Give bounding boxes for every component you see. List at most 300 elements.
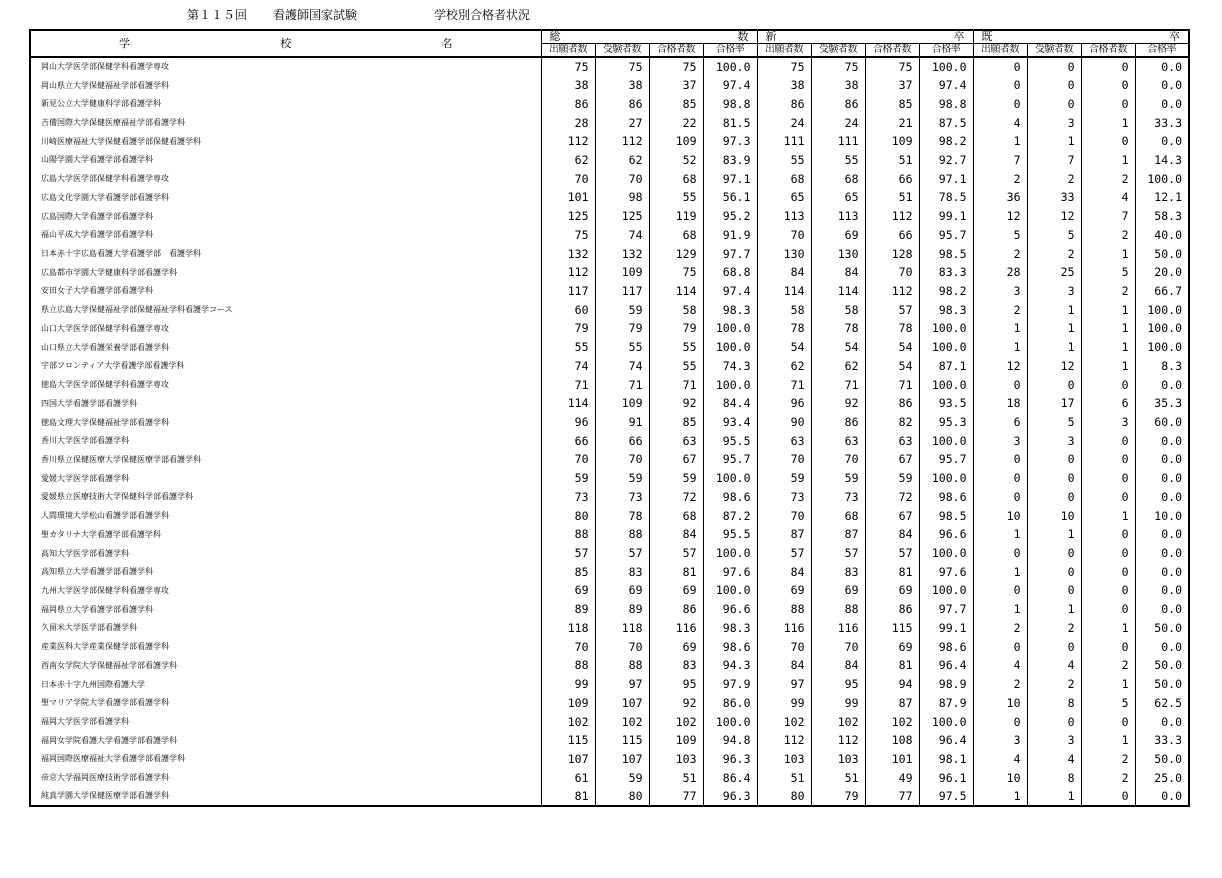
value-cell: 96.6 (703, 600, 757, 619)
value-cell: 98.3 (703, 619, 757, 638)
value-cell: 98.5 (919, 244, 973, 263)
value-cell: 98.9 (919, 675, 973, 694)
table-row (30, 525, 1189, 544)
value-cell: 0 (1081, 787, 1135, 806)
group-label: 新 (765, 30, 777, 43)
value-cell: 1 (1081, 357, 1135, 376)
school-name-cell: 徳島大学医学部保健学科看護学専攻 (30, 375, 541, 394)
value-cell: 114 (541, 394, 595, 413)
value-cell: 100.0 (703, 319, 757, 338)
value-cell: 59 (595, 469, 649, 488)
value-cell: 86 (865, 394, 919, 413)
value-cell: 6 (1081, 394, 1135, 413)
value-cell: 0 (973, 544, 1027, 563)
value-cell: 100.0 (1135, 338, 1189, 357)
value-cell: 130 (757, 244, 811, 263)
value-cell: 0.0 (1135, 469, 1189, 488)
exam-round: 第１１５回 (187, 8, 248, 22)
value-cell: 0 (1027, 94, 1081, 113)
value-cell: 57 (757, 544, 811, 563)
value-cell: 0 (1027, 450, 1081, 469)
value-cell: 132 (595, 244, 649, 263)
value-cell: 98.1 (919, 750, 973, 769)
value-cell: 97.1 (703, 169, 757, 188)
value-cell: 12 (1027, 357, 1081, 376)
school-name-cell: 聖マリア学院大学看護学部看護学科 (30, 693, 541, 712)
value-cell: 54 (865, 357, 919, 376)
value-cell: 94.3 (703, 656, 757, 675)
value-cell: 100.0 (703, 338, 757, 357)
value-cell: 98.8 (703, 94, 757, 113)
value-cell: 2 (1027, 169, 1081, 188)
value-cell: 55 (541, 338, 595, 357)
value-cell: 97.4 (919, 76, 973, 95)
value-cell: 103 (649, 750, 703, 769)
value-cell: 63 (811, 431, 865, 450)
value-cell: 71 (811, 375, 865, 394)
value-cell: 95.5 (703, 525, 757, 544)
value-cell: 62.5 (1135, 693, 1189, 712)
value-cell: 83.3 (919, 263, 973, 282)
value-cell: 87.5 (919, 113, 973, 132)
value-cell: 88 (757, 600, 811, 619)
value-cell: 0 (973, 488, 1027, 507)
value-cell: 95.2 (703, 207, 757, 226)
value-cell: 63 (757, 431, 811, 450)
school-name-cell: 四国大学看護学部看護学科 (30, 394, 541, 413)
value-cell: 69 (811, 581, 865, 600)
value-cell: 75 (649, 263, 703, 282)
value-cell: 0 (1027, 57, 1081, 76)
value-cell: 98.6 (919, 637, 973, 656)
value-cell: 69 (757, 581, 811, 600)
column-header: 合格者数 (865, 44, 919, 58)
table-row (30, 450, 1189, 469)
value-cell: 112 (595, 132, 649, 151)
group-label: 総 (549, 30, 561, 43)
value-cell: 54 (811, 338, 865, 357)
value-cell: 98.3 (919, 300, 973, 319)
value-cell: 0.0 (1135, 375, 1189, 394)
value-cell: 90 (757, 413, 811, 432)
value-cell: 102 (811, 712, 865, 731)
value-cell: 8.3 (1135, 357, 1189, 376)
value-cell: 4 (1081, 188, 1135, 207)
value-cell: 50.0 (1135, 675, 1189, 694)
value-cell: 68 (649, 506, 703, 525)
value-cell: 0 (1027, 712, 1081, 731)
value-cell: 113 (811, 207, 865, 226)
group-label: 数 (737, 30, 749, 43)
value-cell: 78 (595, 506, 649, 525)
value-cell: 2 (1027, 244, 1081, 263)
value-cell: 49 (865, 768, 919, 787)
value-cell: 27 (595, 113, 649, 132)
column-header: 合格率 (919, 44, 973, 58)
value-cell: 58 (811, 300, 865, 319)
value-cell: 50.0 (1135, 619, 1189, 638)
value-cell: 96.4 (919, 731, 973, 750)
value-cell: 78 (757, 319, 811, 338)
results-table (29, 29, 1190, 807)
value-cell: 55 (757, 151, 811, 170)
value-cell: 0 (973, 57, 1027, 76)
value-cell: 97 (595, 675, 649, 694)
value-cell: 93.4 (703, 413, 757, 432)
exam-name: 看護師国家試験 (273, 8, 358, 22)
value-cell: 95.7 (703, 450, 757, 469)
school-name-cell: 岡山大学医学部保健学科看護学専攻 (30, 57, 541, 76)
value-cell: 85 (649, 413, 703, 432)
value-cell: 66 (865, 169, 919, 188)
value-cell: 73 (757, 488, 811, 507)
table-row (30, 787, 1189, 806)
value-cell: 115 (865, 619, 919, 638)
value-cell: 6 (973, 413, 1027, 432)
value-cell: 60 (541, 300, 595, 319)
value-cell: 116 (811, 619, 865, 638)
value-cell: 10 (973, 693, 1027, 712)
value-cell: 100.0 (919, 57, 973, 76)
table-row (30, 263, 1189, 282)
value-cell: 97.7 (919, 600, 973, 619)
value-cell: 69 (649, 581, 703, 600)
value-cell: 87 (865, 693, 919, 712)
report-subtitle: 学校別合格者状況 (434, 8, 531, 22)
value-cell: 69 (649, 637, 703, 656)
value-cell: 4 (1027, 656, 1081, 675)
value-cell: 10.0 (1135, 506, 1189, 525)
value-cell: 1 (1027, 787, 1081, 806)
table-row (30, 319, 1189, 338)
value-cell: 1 (1081, 338, 1135, 357)
value-cell: 93.5 (919, 394, 973, 413)
value-cell: 96 (757, 394, 811, 413)
value-cell: 96.4 (919, 656, 973, 675)
value-cell: 117 (541, 282, 595, 301)
value-cell: 101 (541, 188, 595, 207)
value-cell: 0 (1027, 76, 1081, 95)
value-cell: 111 (757, 132, 811, 151)
value-cell: 70 (757, 506, 811, 525)
value-cell: 59 (595, 768, 649, 787)
value-cell: 95 (811, 675, 865, 694)
value-cell: 100.0 (703, 469, 757, 488)
value-cell: 70 (541, 169, 595, 188)
value-cell: 24 (811, 113, 865, 132)
value-cell: 57 (649, 544, 703, 563)
value-cell: 112 (865, 207, 919, 226)
value-cell: 71 (865, 375, 919, 394)
value-cell: 71 (595, 375, 649, 394)
value-cell: 3 (1027, 731, 1081, 750)
value-cell: 50.0 (1135, 656, 1189, 675)
table-row (30, 712, 1189, 731)
value-cell: 70 (541, 637, 595, 656)
value-cell: 0.0 (1135, 76, 1189, 95)
value-cell: 2 (973, 169, 1027, 188)
value-cell: 69 (865, 637, 919, 656)
value-cell: 37 (865, 76, 919, 95)
value-cell: 100.0 (919, 375, 973, 394)
table-row (30, 375, 1189, 394)
value-cell: 116 (649, 619, 703, 638)
value-cell: 79 (595, 319, 649, 338)
value-cell: 115 (595, 731, 649, 750)
value-cell: 81 (541, 787, 595, 806)
value-cell: 38 (757, 76, 811, 95)
value-cell: 88 (595, 525, 649, 544)
value-cell: 52 (649, 151, 703, 170)
value-cell: 0 (1081, 581, 1135, 600)
value-cell: 20.0 (1135, 263, 1189, 282)
value-cell: 57 (595, 544, 649, 563)
value-cell: 100.0 (703, 57, 757, 76)
value-cell: 98.8 (919, 94, 973, 113)
value-cell: 68 (811, 506, 865, 525)
value-cell: 0.0 (1135, 787, 1189, 806)
value-cell: 70 (595, 169, 649, 188)
table-row (30, 656, 1189, 675)
value-cell: 2 (1081, 768, 1135, 787)
value-cell: 50.0 (1135, 750, 1189, 769)
value-cell: 38 (541, 76, 595, 95)
value-cell: 1 (1081, 506, 1135, 525)
value-cell: 107 (541, 750, 595, 769)
value-cell: 1 (973, 787, 1027, 806)
value-cell: 2 (1081, 656, 1135, 675)
value-cell: 51 (811, 768, 865, 787)
value-cell: 1 (1081, 300, 1135, 319)
school-name-cell: 新見公立大学健康科学部看護学科 (30, 94, 541, 113)
value-cell: 98 (595, 188, 649, 207)
value-cell: 0 (1081, 375, 1135, 394)
school-header-char: 校 (280, 36, 292, 50)
value-cell: 0.0 (1135, 450, 1189, 469)
value-cell: 0 (973, 581, 1027, 600)
value-cell: 4 (1027, 750, 1081, 769)
value-cell: 86 (595, 94, 649, 113)
value-cell: 2 (1081, 225, 1135, 244)
value-cell: 86 (541, 94, 595, 113)
value-cell: 51 (649, 768, 703, 787)
value-cell: 3 (1027, 431, 1081, 450)
value-cell: 18 (973, 394, 1027, 413)
value-cell: 17 (1027, 394, 1081, 413)
value-cell: 0 (1027, 544, 1081, 563)
value-cell: 0.0 (1135, 94, 1189, 113)
school-name-cell: 広島大学医学部保健学科看護学専攻 (30, 169, 541, 188)
school-name-cell: 九州大学医学部保健学科看護学専攻 (30, 581, 541, 600)
value-cell: 38 (811, 76, 865, 95)
value-cell: 65 (757, 188, 811, 207)
value-cell: 12.1 (1135, 188, 1189, 207)
value-cell: 7 (1081, 207, 1135, 226)
group-label: 卒 (1169, 30, 1180, 43)
value-cell: 74.3 (703, 357, 757, 376)
value-cell: 1 (1081, 113, 1135, 132)
value-cell: 75 (541, 57, 595, 76)
school-name-cell: 宇部フロンティア大学看護学部看護学科 (30, 357, 541, 376)
value-cell: 100.0 (1135, 319, 1189, 338)
value-cell: 92 (811, 394, 865, 413)
value-cell: 21 (865, 113, 919, 132)
value-cell: 12 (1027, 207, 1081, 226)
value-cell: 97.3 (703, 132, 757, 151)
value-cell: 101 (865, 750, 919, 769)
school-name-cell: 徳島文理大学保健福祉学部看護学科 (30, 413, 541, 432)
value-cell: 0.0 (1135, 57, 1189, 76)
school-name-cell: 日本赤十字広島看護大学看護学部 看護学科 (30, 244, 541, 263)
value-cell: 75 (811, 57, 865, 76)
value-cell: 97.5 (919, 787, 973, 806)
value-cell: 84 (811, 263, 865, 282)
value-cell: 0 (1081, 76, 1135, 95)
value-cell: 128 (865, 244, 919, 263)
value-cell: 0.0 (1135, 637, 1189, 656)
table-row (30, 768, 1189, 787)
school-name-cell: 久留米大学医学部看護学科 (30, 619, 541, 638)
value-cell: 107 (595, 693, 649, 712)
value-cell: 97.4 (703, 76, 757, 95)
value-cell: 2 (973, 244, 1027, 263)
table-row (30, 637, 1189, 656)
value-cell: 62 (595, 151, 649, 170)
value-cell: 100.0 (919, 469, 973, 488)
table-row (30, 113, 1189, 132)
value-cell: 1 (1027, 338, 1081, 357)
value-cell: 80 (757, 787, 811, 806)
table-row (30, 413, 1189, 432)
value-cell: 70 (757, 450, 811, 469)
value-cell: 59 (865, 469, 919, 488)
school-name-cell: 愛媛県立医療技術大学保健科学部看護学科 (30, 488, 541, 507)
school-name-cell: 福岡女学院看護大学看護学部看護学科 (30, 731, 541, 750)
value-cell: 87.1 (919, 357, 973, 376)
value-cell: 0 (1081, 57, 1135, 76)
school-name-cell: 香川県立保健医療大学保健医療学部看護学科 (30, 450, 541, 469)
value-cell: 92.7 (919, 151, 973, 170)
value-cell: 100.0 (919, 544, 973, 563)
table-row (30, 619, 1189, 638)
value-cell: 14.3 (1135, 151, 1189, 170)
value-cell: 119 (649, 207, 703, 226)
value-cell: 1 (973, 132, 1027, 151)
value-cell: 78 (865, 319, 919, 338)
value-cell: 60.0 (1135, 413, 1189, 432)
value-cell: 73 (541, 488, 595, 507)
value-cell: 97.7 (703, 244, 757, 263)
school-name-cell: 福岡県立大学看護学部看護学科 (30, 600, 541, 619)
value-cell: 0 (1081, 132, 1135, 151)
value-cell: 85 (649, 94, 703, 113)
value-cell: 112 (541, 132, 595, 151)
value-cell: 0 (1081, 94, 1135, 113)
value-cell: 111 (811, 132, 865, 151)
value-cell: 95.7 (919, 450, 973, 469)
value-cell: 57 (541, 544, 595, 563)
value-cell: 83 (811, 562, 865, 581)
value-cell: 132 (541, 244, 595, 263)
value-cell: 85 (865, 94, 919, 113)
value-cell: 89 (541, 600, 595, 619)
value-cell: 100.0 (1135, 300, 1189, 319)
value-cell: 118 (541, 619, 595, 638)
value-cell: 130 (811, 244, 865, 263)
value-cell: 59 (595, 300, 649, 319)
value-cell: 84 (865, 525, 919, 544)
value-cell: 102 (757, 712, 811, 731)
value-cell: 1 (1081, 619, 1135, 638)
value-cell: 63 (865, 431, 919, 450)
school-name-cell: 高知県立大学看護学部看護学科 (30, 562, 541, 581)
value-cell: 0 (973, 637, 1027, 656)
value-cell: 0 (1027, 637, 1081, 656)
school-name-cell: 山陽学園大学看護学部看護学科 (30, 151, 541, 170)
value-cell: 114 (757, 282, 811, 301)
value-cell: 33.3 (1135, 113, 1189, 132)
value-cell: 79 (811, 787, 865, 806)
value-cell: 102 (865, 712, 919, 731)
value-cell: 70 (811, 450, 865, 469)
value-cell: 81.5 (703, 113, 757, 132)
value-cell: 62 (757, 357, 811, 376)
column-header: 合格者数 (649, 44, 703, 58)
value-cell: 24 (757, 113, 811, 132)
value-cell: 0 (973, 712, 1027, 731)
value-cell: 96.3 (703, 750, 757, 769)
value-cell: 75 (649, 57, 703, 76)
value-cell: 77 (649, 787, 703, 806)
value-cell: 4 (973, 750, 1027, 769)
value-cell: 117 (595, 282, 649, 301)
value-cell: 97.6 (919, 562, 973, 581)
value-cell: 86 (757, 94, 811, 113)
value-cell: 70 (811, 637, 865, 656)
value-cell: 109 (865, 132, 919, 151)
value-cell: 68 (649, 169, 703, 188)
value-cell: 57 (865, 544, 919, 563)
value-cell: 73 (811, 488, 865, 507)
value-cell: 83 (649, 656, 703, 675)
value-cell: 86 (865, 600, 919, 619)
school-name-cell: 愛媛大学医学部看護学科 (30, 469, 541, 488)
school-name-cell: 人間環境大学松山看護学部看護学科 (30, 506, 541, 525)
school-name-cell: 聖カタリナ大学看護学部看護学科 (30, 525, 541, 544)
value-cell: 80 (541, 506, 595, 525)
value-cell: 91.9 (703, 225, 757, 244)
column-header: 受験者数 (595, 44, 649, 58)
value-cell: 91 (595, 413, 649, 432)
value-cell: 102 (541, 712, 595, 731)
value-cell: 86.4 (703, 768, 757, 787)
value-cell: 92 (649, 693, 703, 712)
school-name-cell: 岡山県立大学保健福祉学部看護学科 (30, 76, 541, 95)
table-row (30, 244, 1189, 263)
value-cell: 73 (595, 488, 649, 507)
value-cell: 84 (757, 263, 811, 282)
value-cell: 89 (595, 600, 649, 619)
value-cell: 74 (595, 225, 649, 244)
value-cell: 0 (1081, 637, 1135, 656)
value-cell: 3 (1027, 113, 1081, 132)
value-cell: 40.0 (1135, 225, 1189, 244)
value-cell: 61 (541, 768, 595, 787)
value-cell: 58 (757, 300, 811, 319)
value-cell: 10 (973, 768, 1027, 787)
value-cell: 0.0 (1135, 581, 1189, 600)
value-cell: 0 (1027, 562, 1081, 581)
